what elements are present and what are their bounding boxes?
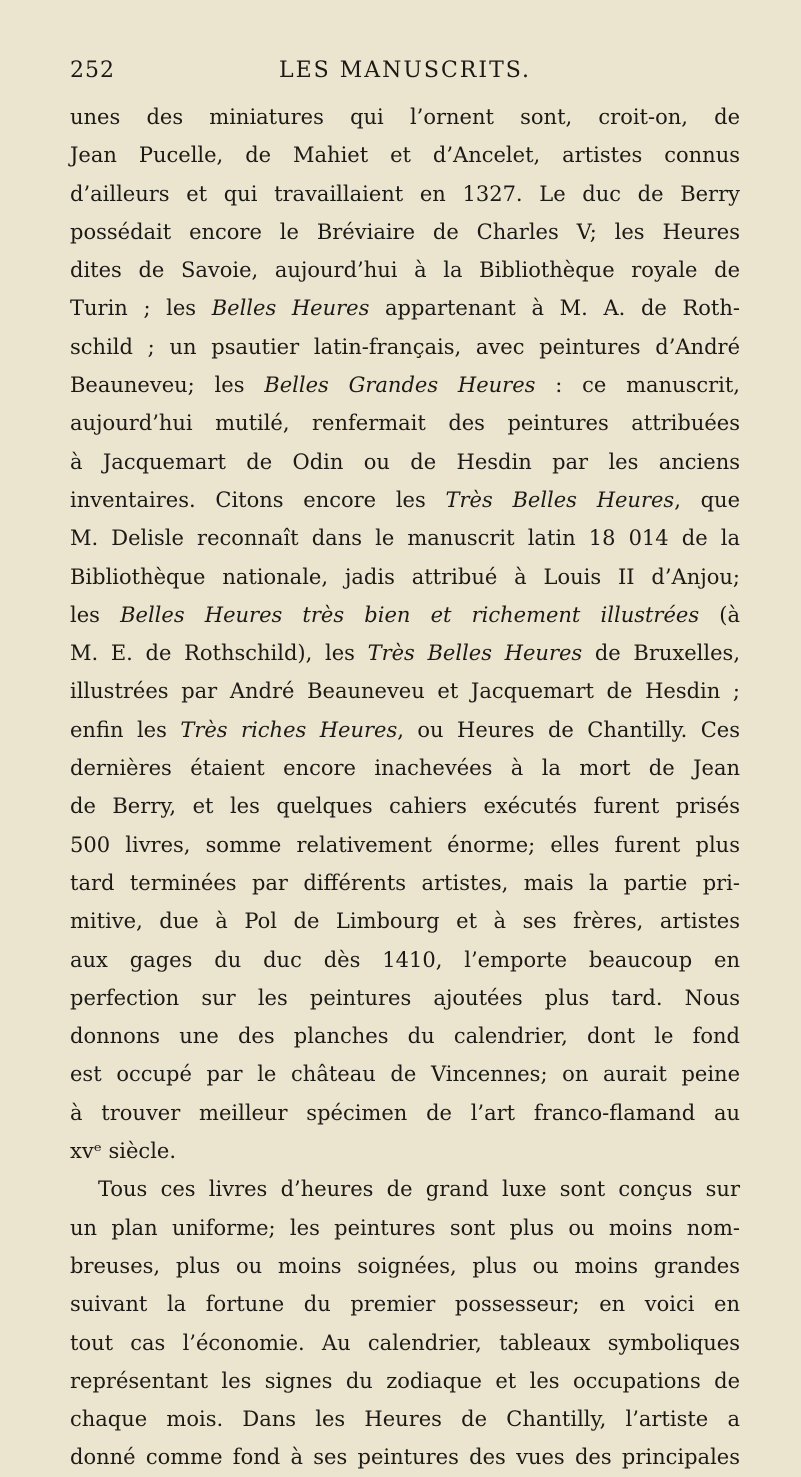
italic-title-span: Très Belles Heures (445, 487, 675, 512)
text-span: M. E. de Rothschild), les (70, 641, 368, 666)
page-header (70, 58, 740, 90)
text-span: à Jacquemart de Odin ou de Hesdin par les anciens (70, 449, 740, 474)
text-line (70, 672, 740, 710)
text-line (70, 251, 740, 289)
text-span: représentant les signes du zodiaque et les occupations de (70, 1368, 740, 1393)
text-span: Bibliothèque nationale, jadis attribué à Louis II d’Anjou; (70, 564, 740, 589)
text-line (70, 1017, 740, 1055)
text-span: unes des miniatures qui l’ornent sont, croit-on, de (70, 105, 740, 129)
text-span: tard terminées par différents artistes, mais la partie pri- (70, 870, 740, 895)
text-span: mitive, due à Pol de Limbourg et à ses frères, artistes (70, 909, 740, 934)
text-line (70, 787, 740, 825)
text-span: Jean Pucelle, de Mahiet et d’Ancelet, artistes connus (70, 143, 740, 168)
text-line (70, 136, 740, 174)
text-span: aujourd’hui mutilé, renfermait des peintures attribuées (70, 411, 740, 436)
text-span: de Berry, et les quelques cahiers exécutés furent prisés (70, 794, 740, 819)
text-line (70, 596, 740, 634)
text-span: illustrées par André Beauneveu et Jacquemart de Hesdin ; (70, 679, 740, 704)
text-line (70, 213, 740, 251)
page-number: 252 (70, 58, 115, 83)
text-line (70, 1324, 740, 1362)
text-line (70, 941, 740, 979)
text-line (70, 1170, 740, 1208)
text-span: est occupé par le château de Vincennes; on aurait peine (70, 1062, 740, 1087)
italic-title-span: Belles Heures très bien et richement illustrées (120, 602, 700, 627)
text-span: un plan uniforme; les peintures sont plus ou moins nom- (70, 1215, 740, 1240)
text-span: les (70, 602, 121, 627)
text-span: Turin ; les (70, 296, 212, 321)
text-span: (à (699, 602, 740, 627)
text-line (70, 864, 740, 902)
text-line (70, 1094, 740, 1132)
text-span: perfection sur les peintures ajoutées plus tard. Nous (70, 985, 740, 1010)
text-line (70, 749, 740, 787)
text-span: donnons une des planches du calendrier, dont le fond (70, 1024, 740, 1049)
italic-title-span: Belles Grandes Heures (264, 373, 536, 398)
text-span: breuses, plus ou moins soignées, plus ou moins grandes (70, 1253, 740, 1278)
text-span: enfin les (70, 717, 181, 742)
text-span: 500 livres, somme relativement énorme; elles furent plus (70, 832, 740, 857)
text-span: , ou Heures de Chantilly. Ces (397, 717, 740, 742)
text-span: tout cas l’économie. Au calendrier, tableaux symboliques (70, 1330, 740, 1355)
text-line (70, 289, 740, 327)
text-span: : ce manuscrit, (535, 373, 740, 398)
text-span: Beauneveu; les (70, 373, 265, 398)
text-span: dernières étaient encore inachevées à la mort de Jean (70, 756, 740, 781)
text-span: Tous ces livres d’heures de grand luxe sont conçus sur (98, 1177, 740, 1202)
text-span: possédait encore le Bréviaire de Charles V; les Heures (70, 219, 740, 244)
text-span: donné comme fond à ses peintures des vues des principales (70, 1445, 740, 1470)
text-line (70, 98, 740, 136)
text-span: aux gages du duc dès 1410, l’emporte beaucoup en (70, 947, 740, 972)
text-line (70, 1209, 740, 1247)
text-line (70, 175, 740, 213)
italic-title-span: Très riches Heures (180, 717, 398, 742)
text-line (70, 1247, 740, 1285)
text-line (70, 366, 740, 404)
italic-title-span: Très Belles Heures (367, 641, 583, 666)
text-span: à trouver meilleur spécimen de l’art franco-flamand au (70, 1100, 740, 1125)
text-span: M. Delisle reconnaît dans le manuscrit latin 18 014 de la (70, 526, 740, 551)
text-line (70, 404, 740, 442)
text-span: appartenant à M. A. de Roth- (369, 296, 740, 321)
italic-title-span: Belles Heures (211, 296, 370, 321)
text-span: de Bruxelles, (582, 641, 740, 666)
text-line (70, 481, 740, 519)
text-line (70, 979, 740, 1017)
text-line (70, 558, 740, 596)
text-span: , que (674, 487, 741, 512)
text-span: schild ; un psautier latin-français, avec peintures d’André (70, 334, 740, 359)
text-line (70, 1055, 740, 1093)
text-span: suivant la fortune du premier possesseur; en voici en (70, 1292, 740, 1317)
text-line (70, 902, 740, 940)
text-line (70, 328, 740, 366)
running-title: LES MANUSCRITS. (278, 58, 532, 83)
text-line (70, 1132, 740, 1170)
text-span: dites de Savoie, aujourd’hui à la Bibliothèque royale de (70, 258, 740, 283)
text-line (70, 519, 740, 557)
text-line (70, 711, 740, 749)
text-span: xvᵉ siècle. (70, 1139, 177, 1164)
text-span: d’ailleurs et qui travaillaient en 1327. Le duc de Berry (70, 181, 740, 206)
text-span: inventaires. Citons encore les (70, 487, 446, 512)
text-span: chaque mois. Dans les Heures de Chantilly, l’artiste a (70, 1407, 740, 1432)
text-line (70, 1362, 740, 1400)
body-text (70, 98, 740, 1477)
text-line (70, 1438, 740, 1476)
text-line (70, 634, 740, 672)
text-line (70, 1400, 740, 1438)
text-line (70, 826, 740, 864)
text-line (70, 1285, 740, 1323)
text-line (70, 443, 740, 481)
